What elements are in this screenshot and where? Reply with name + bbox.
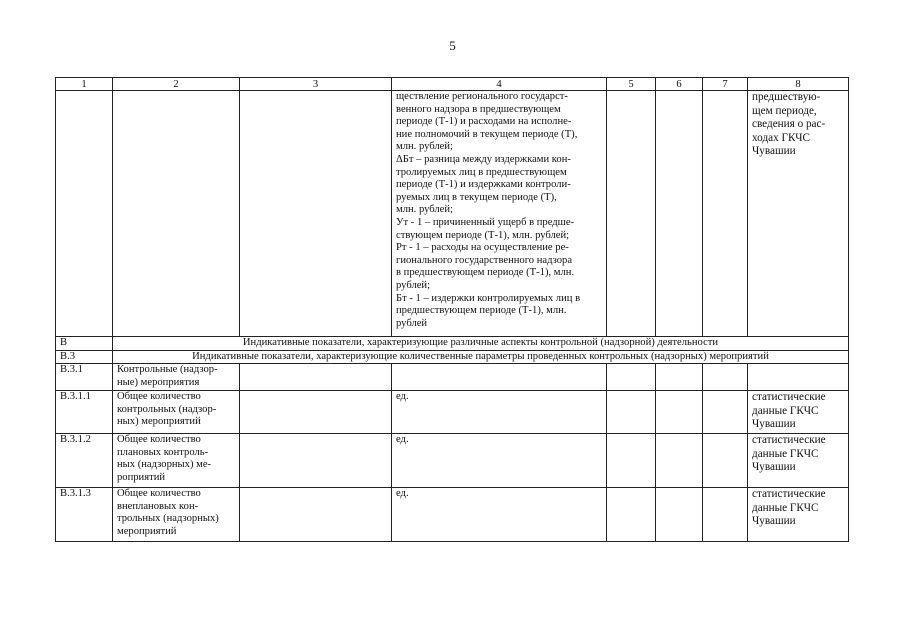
page-number: 5: [449, 38, 456, 53]
section-title: Индикативные показатели, характеризующие количественные параметры проведенных контрольных (надзорных) мероприятий: [113, 350, 849, 364]
indicator-code: В.3.1.3: [56, 488, 113, 542]
section-title: Индикативные показатели, характеризующие различные аспекты контрольной (надзорной) деятельности: [113, 337, 849, 351]
indicator-unit: [392, 364, 607, 391]
formula-description: ществление регионального государст- венного надзора в предшествующем периоде (Т-1) и расходами на исполне- ние полномочий в текущем периоде (Т), млн. рублей; ΔБт – разница между издержками кон- тролируемых лиц в предшествующем периоде (Т-1) и издержками контроли- руемых лиц в текущем периоде (Т), млн. рублей; Ут - 1 – причиненный ущерб в предше- ствующем периоде (Т-1), млн. рублей; Рт - 1 – расходы на осуществление ре- гионального государственного надзора в предшествующем периоде (Т-1), млн. рублей; Бт - 1 – издержки контролируемых лиц в предшествующем периоде (Т-1), млн. рублей: [392, 91, 607, 337]
indicator-code: В.3.1.2: [56, 434, 113, 488]
section-code: В.3: [56, 350, 113, 364]
indicator-unit: ед.: [392, 488, 607, 542]
column-number: 6: [656, 78, 703, 91]
section-row: [56, 350, 849, 364]
indicator-name: Общее количество внеплановых кон- трольных (надзорных) мероприятий: [113, 488, 240, 542]
table-row: [56, 391, 849, 434]
column-number: 3: [240, 78, 392, 91]
column-number: 1: [56, 78, 113, 91]
data-source: [748, 364, 849, 391]
table-row: [56, 434, 849, 488]
column-number: 2: [113, 78, 240, 91]
indicator-name: Контрольные (надзор- ные) мероприятия: [113, 364, 240, 391]
data-source: статистические данные ГКЧС Чувашии: [748, 391, 849, 434]
column-number: 5: [607, 78, 656, 91]
indicator-name: Общее количество плановых контроль- ных (надзорных) ме- роприятий: [113, 434, 240, 488]
column-number: 8: [748, 78, 849, 91]
indicator-table: [55, 77, 849, 542]
data-source: предшествую- щем периоде, сведения о рас- ходах ГКЧС Чувашии: [748, 91, 849, 337]
section-code: В: [56, 337, 113, 351]
data-source: статистические данные ГКЧС Чувашии: [748, 488, 849, 542]
table-row: [56, 364, 849, 391]
section-row: [56, 337, 849, 351]
indicator-unit: ед.: [392, 391, 607, 434]
column-number: 4: [392, 78, 607, 91]
indicator-unit: ед.: [392, 434, 607, 488]
indicator-code: В.3.1.1: [56, 391, 113, 434]
indicator-code: В.3.1: [56, 364, 113, 391]
data-source: статистические данные ГКЧС Чувашии: [748, 434, 849, 488]
column-numbers-row: [56, 78, 849, 91]
table-row: [56, 488, 849, 542]
column-number: 7: [703, 78, 748, 91]
indicator-name: Общее количество контрольных (надзор- ных) мероприятий: [113, 391, 240, 434]
continuation-row: [56, 91, 849, 337]
